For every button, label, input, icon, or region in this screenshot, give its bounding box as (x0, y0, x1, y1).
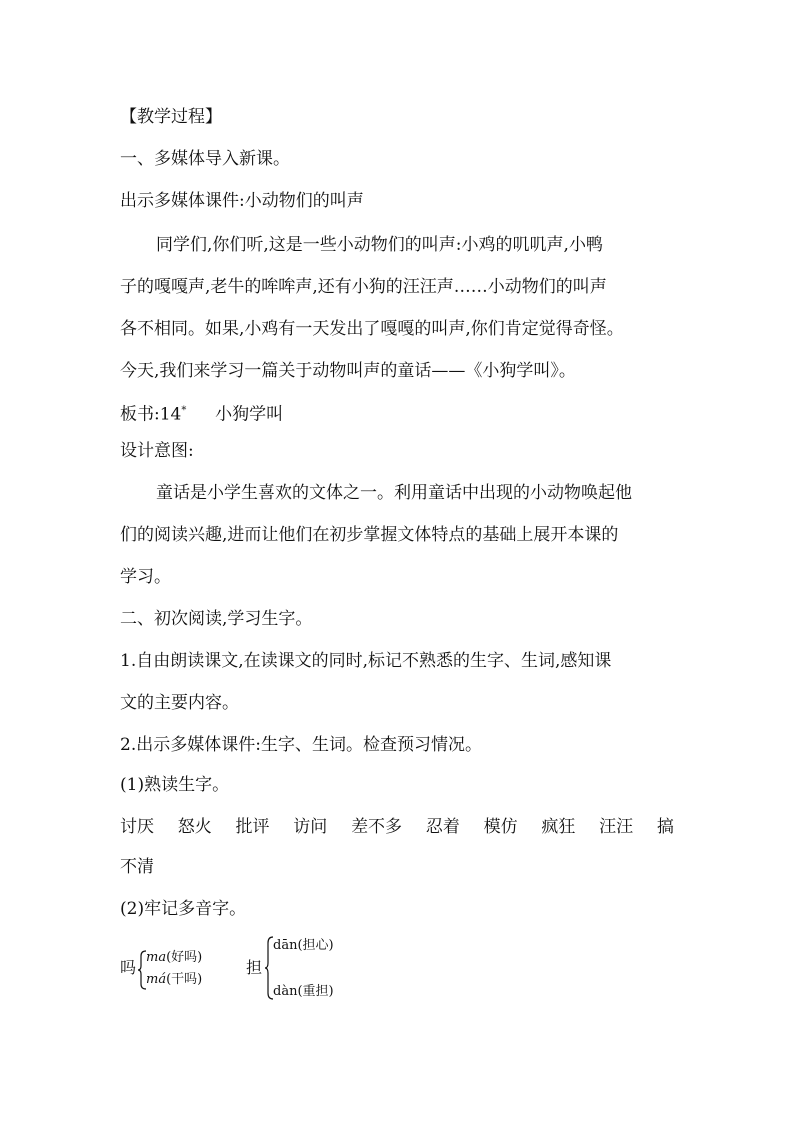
polyphone-char: 吗 (120, 958, 137, 977)
sub-step-1: (1)熟读生字。 (120, 775, 230, 795)
vocab-word: 怒火 (177, 817, 212, 837)
vocab-word: 疯狂 (541, 817, 576, 837)
example-word: (好吗) (166, 950, 203, 965)
polyphone-dan (246, 934, 376, 1008)
step-1-line-2: 文的主要内容。 (120, 693, 239, 713)
show-media-line-1: 出示多媒体课件:小动物们的叫声 (120, 191, 364, 211)
step-2-line: 2.出示多媒体课件:生字、生词。检查预习情况。 (120, 735, 482, 755)
polyphone-reading (146, 950, 202, 966)
pinyin: má (146, 972, 167, 987)
vocab-word: 讨厌 (120, 817, 154, 837)
board-writing (120, 400, 680, 426)
vocab-word: 搞 (656, 817, 674, 837)
para-2-line-2: 们的阅读兴趣,进而让他们在初步掌握文体特点的基础上展开本课的 (120, 525, 619, 545)
vocab-tail: 不清 (120, 857, 154, 877)
para-2-line-1: 童话是小学生喜欢的文体之一。利用童话中出现的小动物唤起他 (156, 483, 632, 503)
example-word: (担心) (297, 938, 334, 953)
vocab-word: 忍着 (425, 817, 460, 837)
section-2-title: 二、初次阅读,学习生字。 (120, 609, 313, 629)
board-title: 小狗学叫 (215, 404, 284, 425)
pinyin: dàn (273, 984, 298, 999)
sub-step-2: (2)牢记多音字。 (120, 899, 247, 919)
board-mark: * (181, 405, 187, 416)
polyphone-reading (273, 938, 334, 954)
polyphone-ma (120, 940, 240, 1010)
example-word: (干吗) (166, 972, 203, 987)
vocab-word: 模仿 (483, 817, 518, 837)
para-1-line-4: 今天,我们来学习一篇关于动物叫声的童话——《小狗学叫》。 (120, 361, 576, 381)
vocab-word: 批评 (235, 817, 270, 837)
example-word: (重担) (297, 984, 334, 999)
pinyin: ma (146, 950, 167, 965)
design-intent-label: 设计意图: (120, 441, 194, 461)
section-1-title: 一、多媒体导入新课。 (120, 149, 290, 169)
step-1-line-1: 1.自由朗读课文,在读课文的同时,标记不熟悉的生字、生词,感知课 (120, 651, 612, 671)
polyphone-reading (146, 972, 202, 988)
para-1-line-1: 同学们,你们听,这是一些小动物们的叫声:小鸡的叽叽声,小鸭 (156, 235, 603, 255)
vocab-list (120, 816, 674, 838)
polyphone-reading (273, 984, 334, 1000)
vocab-word: 汪汪 (599, 817, 634, 837)
polyphone-char: 担 (246, 958, 263, 977)
para-2-line-3: 学习。 (120, 567, 171, 587)
lesson-heading: 【教学过程】 (120, 107, 222, 127)
board-label: 板书:14 (120, 404, 182, 425)
pinyin: dān (273, 938, 298, 953)
para-1-line-3: 各不相同。如果,小鸡有一天发出了嘎嘎的叫声,你们肯定觉得奇怪。 (120, 319, 624, 339)
vocab-word: 访问 (293, 817, 328, 837)
vocab-word: 差不多 (351, 817, 403, 837)
para-1-line-2: 子的嘎嘎声,老牛的哞哞声,还有小狗的汪汪声……小动物们的叫声 (120, 277, 607, 297)
